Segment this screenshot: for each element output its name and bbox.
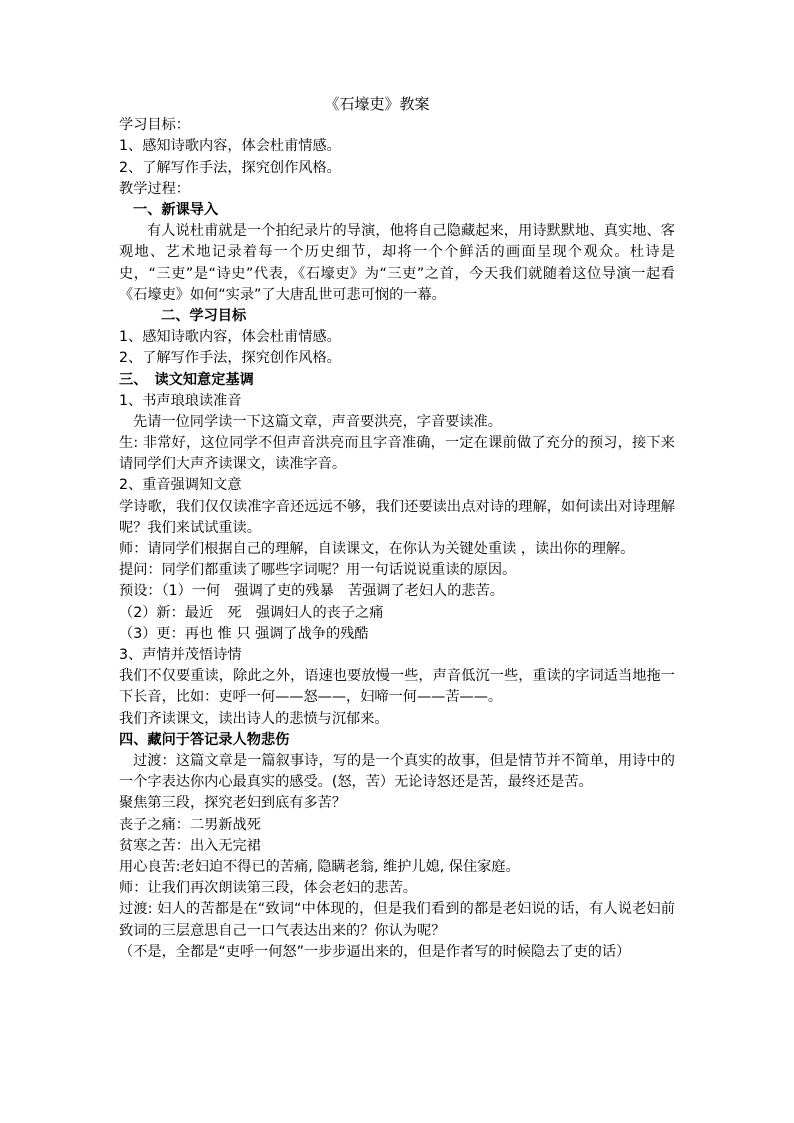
objective-item: 1、感知诗歌内容，体会杜甫情感。 xyxy=(119,138,341,155)
section3-sub1-heading: 1、书声琅琅读准音 xyxy=(119,392,242,409)
section4-line: （不是，全都是“吏呼一何怒”一步步逼出来的，但是作者写的时候隐去了吏的话） xyxy=(119,943,631,960)
section4-line: 用心良苦:老妇迫不得已的苦痛, 隐瞒老翁, 维护儿媳, 保住家庭。 xyxy=(119,858,520,875)
section3-sub2-line: 提问：同学们都重读了哪些字词呢？用一句话说说重读的原因。 xyxy=(119,562,517,579)
section4-line: 丧子之痛：二男新战死 xyxy=(119,816,261,833)
section3-sub1-line: 生: 非常好，这位同学不但声音洪亮而且字音准确，一定在课前做了充分的预习，接下来请同学们大声齐读课文，读准字音。 xyxy=(119,435,675,473)
objective-item: 2、了解写作手法，探究创作风格。 xyxy=(119,159,341,176)
section2-item: 2、了解写作手法，探究创作风格。 xyxy=(119,350,341,367)
section2-heading: 二、学习目标 xyxy=(161,307,247,324)
section3-sub3-line: 我们不仅要重读，除此之外，语速也要放慢一些，声音低沉一些，重读的字词适当地拖一下长音，比如：吏呼一何——怒——，妇啼一何——苦——。 xyxy=(119,668,675,706)
section4-line: 聚焦第三段，探究老妇到底有多苦？ xyxy=(119,795,347,812)
section1-heading: 一、新课导入 xyxy=(133,201,219,218)
section4-line: 贫寒之苦：出入无完裙 xyxy=(119,837,261,854)
process-label: 教学过程： xyxy=(119,180,190,197)
objectives-label: 学习目标： xyxy=(119,117,190,134)
section3-sub1-line: 先请一位同学读一下这篇文章，声音要洪亮，字音要读准。 xyxy=(133,413,502,430)
section4-line: 过渡：这篇文章是一篇叙事诗，写的是一个真实的故事，但是情节并不简单，用诗中的一个字表达你内心最真实的感受。(怒，苦）无论诗怒还是苦，最终还是苦。 xyxy=(119,752,675,791)
section4-line: 师：让我们再次朗读第三段，体会老妇的悲苦。 xyxy=(119,880,417,897)
section3-sub2-line: 学诗歌，我们仅仅读准字音还远远不够，我们还要读出点对诗的理解，如何读出对诗理解呢？我们来试试重读。 xyxy=(119,498,675,536)
section3-sub2-line: （3）更：再也 惟 只 强调了战争的残酷 xyxy=(119,625,369,642)
section3-sub3-heading: 3、声情并茂悟诗情 xyxy=(119,647,242,664)
section3-sub2-line: （2）新：最近 死 强调妇人的丧子之痛 xyxy=(119,604,384,621)
section1-paragraph: 有人说杜甫就是一个拍纪录片的导演，他将自己隐藏起来，用诗默默地、真实地、客观地、艺术地记录着每一个历史细节，却将一个个鲜活的画面呈现个观众。杜诗是史，“三吏”是“诗史”代表，《石壕吏》为“三吏”之首，今天我们就随着这位导演一起看《石壕吏》如何“实录”了大唐乱世可悲可悯的一幕。 xyxy=(119,223,675,303)
section3-sub2-line: 预设：（1）一何 强调了吏的残暴 苦强调了老妇人的悲苦。 xyxy=(119,583,504,600)
section3-heading: 三、 读文知意定基调 xyxy=(119,371,254,388)
section4-line: 过渡: 妇人的苦都是在“致词“中体现的，但是我们看到的都是老妇说的话，有人说老妇前致词的三层意思自己一口气表达出来的？你认为呢？ xyxy=(119,901,675,939)
document-page xyxy=(119,94,675,963)
section3-sub2-heading: 2、重音强调知文意 xyxy=(119,477,242,494)
section4-heading: 四、藏问于答记录人物悲伤 xyxy=(119,731,290,748)
document-title: 《石壕吏》教案 xyxy=(324,95,430,113)
section3-sub2-line: 师：请同学们根据自己的理解，自读课文，在你认为关键处重读 ，读出你的理解。 xyxy=(119,541,635,558)
section3-sub3-line: 我们齐读课文，读出诗人的悲愤与沉郁来。 xyxy=(119,710,389,727)
section2-item: 1、感知诗歌内容，体会杜甫情感。 xyxy=(119,329,341,346)
